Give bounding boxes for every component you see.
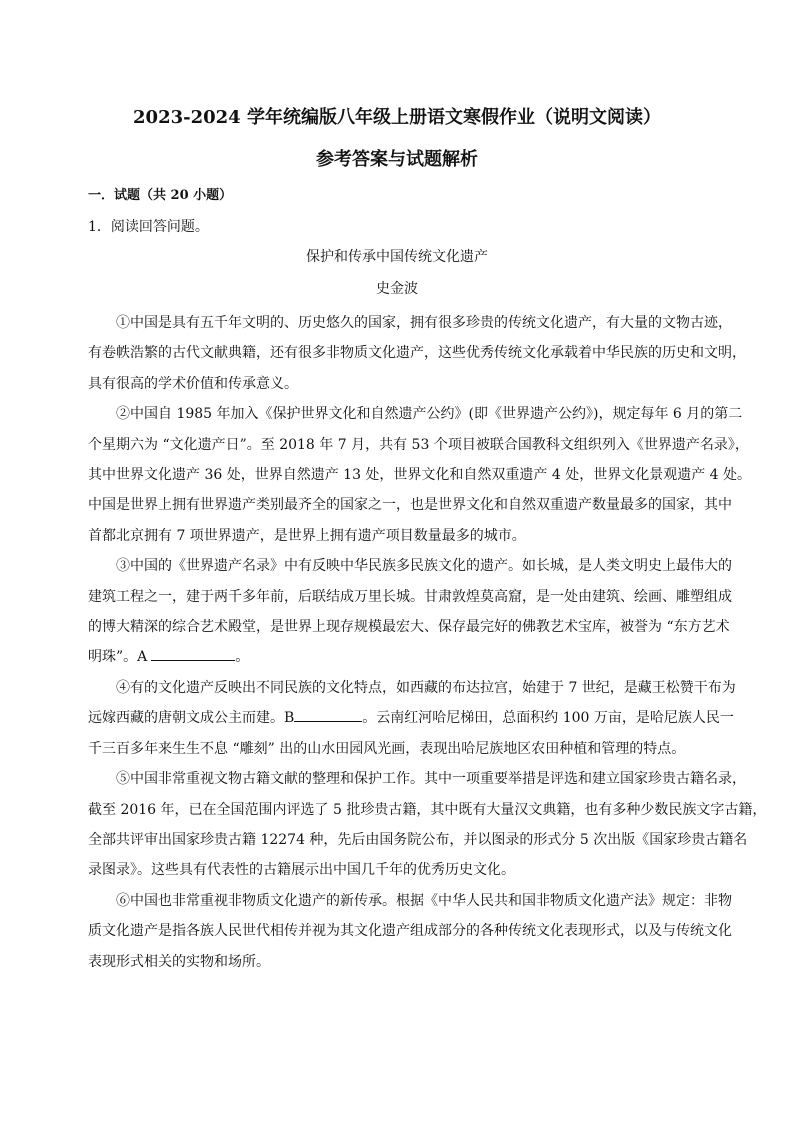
- document-subtitle: 参考答案与试题解析: [316, 149, 478, 170]
- paragraph-4: [88, 673, 736, 764]
- paragraph-line: 千三百多年来生生不息 “雕刻” 出的山水田园风光画，表现出哈尼族地区农田种植和管理的特点。: [88, 740, 686, 757]
- answer-blank-b[interactable]: [294, 707, 362, 722]
- section-heading: 一．试题（共 20 小题）: [88, 188, 233, 203]
- blank-a-prefix: 明珠”。A: [88, 649, 148, 666]
- paragraph-line: 录图录》。这些具有代表性的古籍展示出中国几千年的优秀历史文化。: [88, 862, 515, 879]
- paragraph-line: ③中国的《世界遗产名录》中有反映中华民族多民族文化的遗产。如长城，是人类文明史上最伟大的: [116, 558, 732, 575]
- paragraph-line: ①中国是具有五千年文明的、历史悠久的国家，拥有很多珍贵的传统文化遗产，有大量的文物古迹，: [116, 315, 732, 331]
- paragraph-line: 个星期六为 “文化遗产日”。至 2018 年 7 月，共有 53 个项目被联合国教科文组织列入《世界遗产名录》，: [88, 436, 749, 453]
- paragraph-line-with-blank: [88, 703, 734, 733]
- paragraph-line: 具有很高的学术价值和传承意义。: [88, 375, 298, 392]
- paragraph-6: [88, 886, 732, 977]
- paragraph-line: ②中国自 1985 年加入《保护世界文化和自然遗产公约》(即《世界遗产公约》)，规定每年 6 月的第二: [116, 406, 743, 423]
- paragraph-line: 首都北京拥有 7 项世界遗产，是世界上拥有遗产项目数量最多的城市。: [88, 527, 526, 544]
- paragraph-line: 有卷帙浩繁的古代文献典籍，还有很多非物质文化遗产，这些优秀传统文化承载着中华民族的历史和文明，: [88, 345, 746, 362]
- paragraph-line: 质文化遗产是指各族人民世代相传并视为其文化遗产组成部分的各种传统文化表现形式，以及与传统文化: [88, 923, 732, 940]
- article-author: 史金波: [376, 281, 418, 297]
- paragraph-line: ④有的文化遗产反映出不同民族的文化特点，如西藏的布达拉宫，始建于 7 世纪，是藏王松赞干布为: [116, 679, 736, 696]
- paragraph-line: 其中世界文化遗产 36 处，世界自然遗产 13 处，世界文化和自然双重遗产 4 处，世界文化景观遗产 4 处。: [88, 467, 752, 484]
- paragraph-1: [88, 308, 746, 399]
- paragraph-line: 的博大精深的综合艺术殿堂，是世界上现存规模最宏大、保存最完好的佛教艺术宝库，被誉为 “东方艺术: [88, 619, 730, 636]
- question-number-line: 1．阅读回答问题。: [88, 219, 209, 235]
- paragraph-line: ⑤中国非常重视文物古籍文献的整理和保护工作。其中一项重要举措是评选和建立国家珍贵古籍名录，: [116, 771, 746, 788]
- paragraph-line: 全部共评审出国家珍贵古籍 12274 种，先后由国务院公布，并以图录的形式分 5 次出版《国家珍贵古籍名: [88, 831, 748, 848]
- paragraph-line: 表现形式相关的实物和场所。: [88, 953, 270, 970]
- paragraph-line: 中国是世界上拥有世界遗产类别最齐全的国家之一，也是世界文化和自然双重遗产数量最多的国家，其中: [88, 497, 732, 514]
- article-title: 保护和传承中国传统文化遗产: [306, 249, 488, 265]
- paragraph-line: 截至 2016 年，已在全国范围内评选了 5 批珍贵古籍，其中既有大量汉文典籍，也有多种少数民族文字古籍，: [88, 801, 767, 818]
- paragraph-3: [88, 551, 732, 673]
- article-body: [88, 308, 767, 977]
- paragraph-line-with-blank: [88, 642, 724, 672]
- paragraph-line: 建筑工程之一，建于两千多年前，后联结成万里长城。甘肃敦煌莫高窟，是一处由建筑、绘画、雕塑组成: [88, 588, 732, 605]
- answer-blank-a[interactable]: [151, 646, 235, 661]
- paragraph-5: [88, 764, 767, 886]
- document-title: 2023-2024 学年统编版八年级上册语文寒假作业（说明文阅读）: [133, 107, 661, 128]
- blank-b-suffix: 。云南红河哈尼梯田，总面积约 100 万亩，是哈尼族人民一: [362, 710, 734, 727]
- blank-a-suffix: 。: [235, 649, 250, 666]
- blank-b-prefix: 远嫁西藏的唐朝文成公主而建。B: [88, 710, 295, 727]
- paragraph-2: [88, 399, 752, 551]
- paragraph-line: ⑥中国也非常重视非物质文化遗产的新传承。根据《中华人民共和国非物质文化遗产法》规定：非物: [116, 892, 732, 909]
